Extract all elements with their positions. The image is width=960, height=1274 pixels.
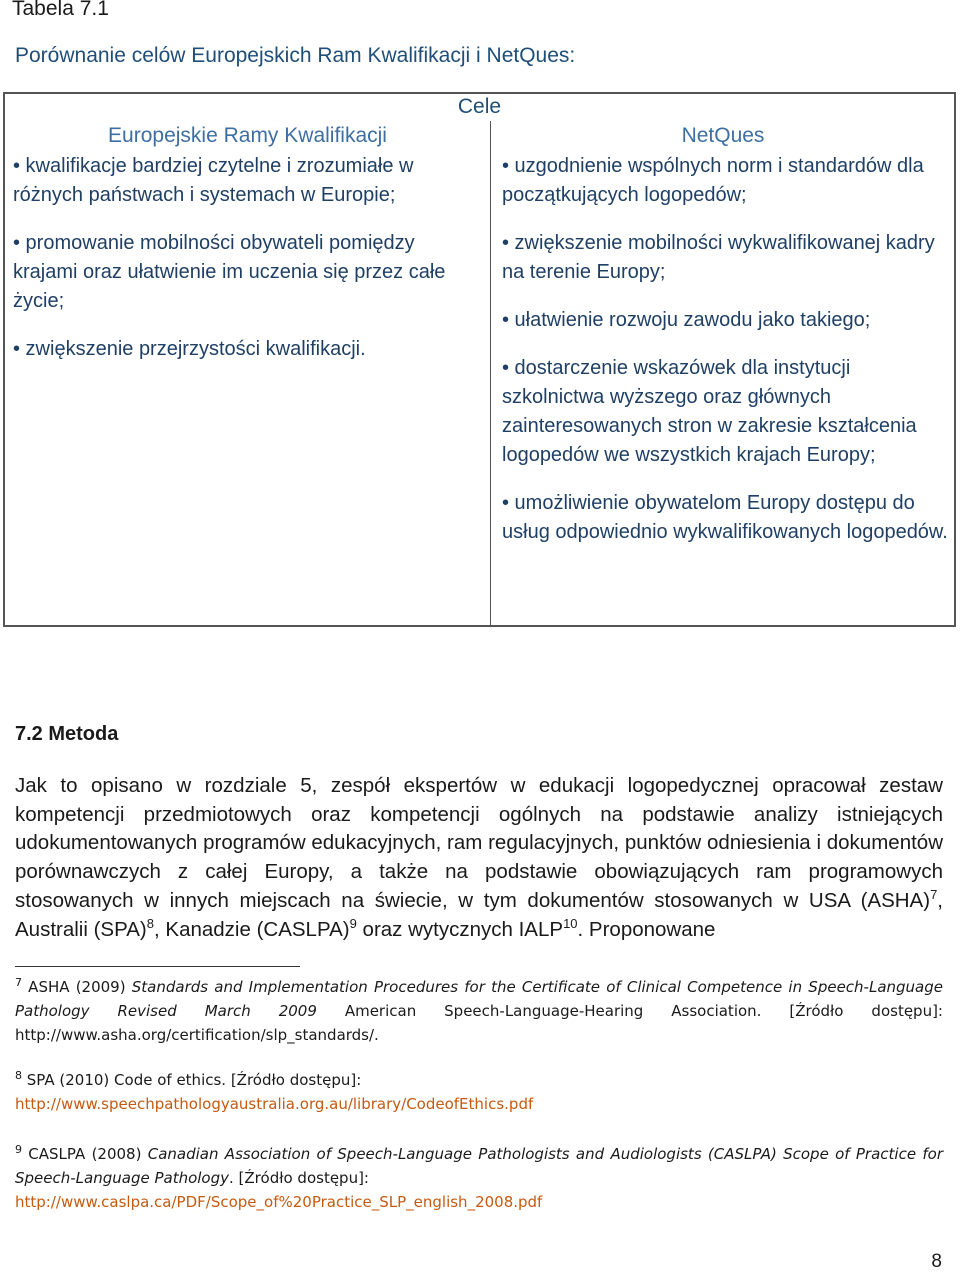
footnote-title: Standards and Implementation Procedures for the Certificate of Clinical Competence in Speech-Language Pathology Revised March 2009 [15, 978, 943, 1020]
paragraph-text: oraz wytycznych IALP [356, 917, 564, 941]
list-item: • kwalifikacje bardziej czytelne i zrozumiałe w różnych państwach i systemach w Europie; [13, 155, 414, 206]
left-column-header: Europejskie Ramy Kwalifikacji [108, 124, 387, 147]
footnote-ref-10[interactable]: 10 [563, 915, 578, 931]
footnote-text: SPA (2010) Code of ethics. [Źródło dostępu]: [22, 1071, 362, 1089]
footnote-title: Canadian Association of Speech-Language Pathologists and Audiologists (CASLPA) Scope of Practice for Speech-Language Pathology [15, 1145, 943, 1187]
right-column-header: NetQues [681, 124, 765, 147]
footnote-link[interactable]: http://www.speechpathologyaustralia.org.au/library/CodeofEthics.pdf [15, 1095, 534, 1113]
paragraph-text: Jak to opisano w rozdziale 5, zespół ekspertów w edukacji logopedycznej opracował zestaw kompetencji przedmiotowych oraz kompetencji ogólnych na podstawie analizy istniejących udokumentowanych programów edukacyjnych, ram regulacyjnych, punktów odniesienia i dokumentów porównawczych z całej Europy, a także na podstawie obowiązujących ram programowych stosowanych w innych miejscach na świecie, w tym dokumentów stosowanych w USA (ASHA) [15, 774, 943, 912]
body-paragraph [15, 772, 943, 944]
footnote-separator [15, 966, 300, 967]
footnote-text: CASLPA (2008) [22, 1145, 148, 1163]
footnote-number: 8 [15, 1069, 22, 1082]
footnote-9 [15, 1142, 943, 1214]
list-item: • zwiększenie przejrzystości kwalifikacji. [13, 338, 366, 360]
comparison-table [3, 92, 956, 627]
footnote-ref-9[interactable]: 9 [349, 915, 357, 931]
footnote-number: 7 [15, 976, 22, 989]
table-caption: Porównanie celów Europejskich Ram Kwalifikacji i NetQues: [15, 44, 576, 67]
column-divider [490, 121, 491, 625]
section-title: 7.2 Metoda [15, 723, 119, 745]
footnote-8 [15, 1068, 943, 1116]
paragraph-text: , Australii (SPA) [15, 888, 943, 941]
paragraph-text: , Kanadzie (CASLPA) [154, 917, 350, 941]
left-column-list [13, 152, 483, 364]
footnote-text: ASHA (2009) [22, 978, 132, 996]
footnote-text: American Speech-Language-Hearing Association. [Źródło dostępu]: http://www.asha.org/certification/slp_standards/. [15, 1002, 943, 1044]
list-item: • promowanie mobilności obywateli pomiędzy krajami oraz ułatwienie im uczenia się przez całe życie; [13, 232, 446, 312]
footnote-text: . [Źródło dostępu]: [229, 1169, 369, 1187]
footnote-ref-7[interactable]: 7 [930, 886, 938, 902]
list-item: • uzgodnienie wspólnych norm i standardów dla początkujących logopedów; [502, 155, 924, 206]
table-label: Tabela 7.1 [12, 0, 109, 20]
paragraph-text: . Proponowane [577, 917, 716, 941]
list-item: • umożliwienie obywatelom Europy dostępu do usług odpowiednio wykwalifikowanych logopedów. [502, 492, 948, 543]
list-item: • ułatwienie rozwoju zawodu jako takiego; [502, 309, 871, 331]
table-header: Cele [457, 95, 502, 118]
right-column-list [502, 152, 952, 547]
list-item: • dostarczenie wskazówek dla instytucji szkolnictwa wyższego oraz głównych zainteresowanych stron w zakresie kształcenia logopedów we wszystkich krajach Europy; [502, 357, 917, 466]
footnote-7 [15, 975, 943, 1047]
list-item: • zwiększenie mobilności wykwalifikowanej kadry na terenie Europy; [502, 232, 935, 283]
footnote-number: 9 [15, 1143, 22, 1156]
page-number: 8 [931, 1251, 942, 1272]
footnote-link[interactable]: http://www.caslpa.ca/PDF/Scope_of%20Practice_SLP_english_2008.pdf [15, 1193, 543, 1211]
footnote-ref-8[interactable]: 8 [146, 915, 154, 931]
